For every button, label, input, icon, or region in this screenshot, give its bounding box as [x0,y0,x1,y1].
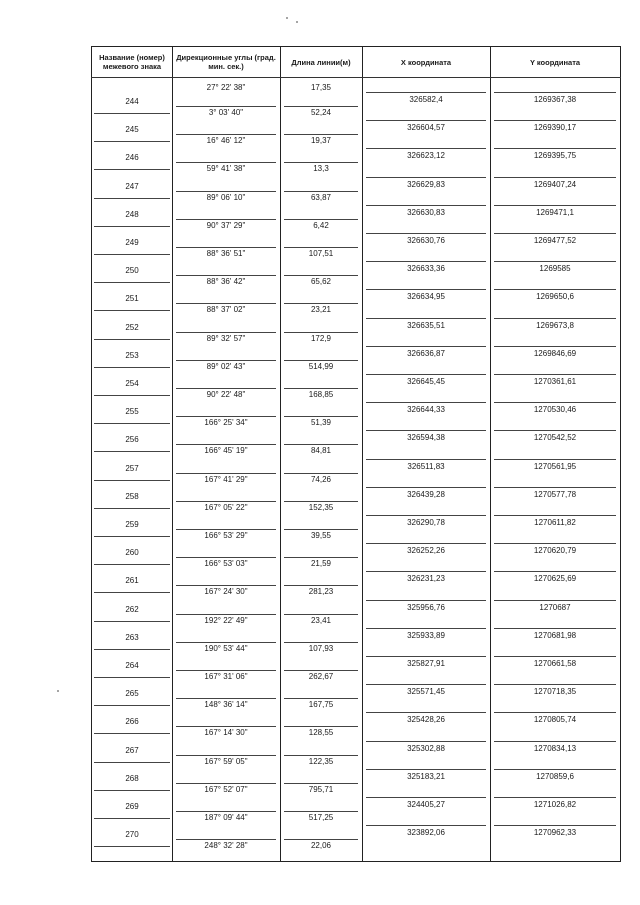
row-divider [176,134,276,135]
point-number: 244 [125,97,139,106]
row-divider [94,310,170,311]
row-divider [176,275,276,276]
row-divider [366,318,486,319]
x-coordinate: 325183,21 [407,771,445,781]
x-coordinate: 325302,88 [407,743,445,753]
x-coordinate: 326634,95 [407,292,445,302]
segment-angle: 90° 37' 29" [206,220,246,230]
row-divider [366,177,486,178]
segment-length: 795,71 [308,784,334,794]
x-coordinate: 326636,87 [407,348,445,358]
y-coordinate: 1269477,52 [533,236,577,245]
row-divider [494,487,616,488]
row-divider [94,113,170,114]
x-coordinate: 325571,45 [407,687,445,697]
row-divider [366,92,486,93]
x-coordinate: 325428,26 [407,715,445,725]
y-coordinate: 1269650,6 [536,292,574,302]
segment-length: 13,3 [313,164,329,174]
row-divider [494,797,616,798]
row-divider [366,656,486,657]
row-divider [494,825,616,826]
segment-angle: 248° 32' 28" [204,841,248,851]
segment-angle: 192° 22' 49" [204,615,248,625]
row-divider [284,726,358,727]
point-number: 257 [125,463,139,473]
row-divider [366,205,486,206]
point-number: 261 [125,576,139,586]
row-divider [494,177,616,178]
row-divider [94,198,170,199]
row-divider [366,769,486,770]
point-number: 252 [125,322,139,332]
row-divider [94,762,170,763]
row-divider [366,825,486,826]
segment-angle: 88° 36' 51" [206,249,246,258]
row-divider [284,698,358,699]
row-divider [494,148,616,149]
segment-length: 39,55 [310,531,332,540]
segment-angle: 3° 03' 40" [208,108,244,117]
segment-angle: 166° 45' 19" [204,446,248,456]
row-divider [284,444,358,445]
header-x-column: X координата [400,57,452,67]
row-divider [94,480,170,481]
row-divider [284,783,358,784]
row-divider [176,444,276,445]
y-coordinate: 1270361,61 [533,377,577,386]
row-divider [94,621,170,622]
point-number: 270 [125,830,139,840]
segment-length: 107,51 [308,249,334,258]
x-coordinate: 326633,36 [407,264,445,274]
row-divider [94,790,170,791]
segment-angle: 88° 36' 42" [206,277,246,287]
row-divider [284,501,358,502]
segment-length: 23,21 [310,305,332,315]
row-divider [284,473,358,474]
point-number: 264 [125,661,139,670]
row-divider [366,459,486,460]
row-divider [366,148,486,149]
x-coordinate: 326511,83 [407,461,445,471]
row-divider [284,557,358,558]
y-coordinate: 1270962,33 [533,828,577,838]
row-divider [284,755,358,756]
point-number: 245 [125,125,139,135]
segment-angle: 148° 36' 14" [204,700,248,710]
x-coordinate: 325933,89 [407,630,445,640]
row-divider [176,557,276,558]
segment-angle: 187° 09' 44" [204,813,248,822]
segment-angle: 166° 53' 03" [204,559,248,569]
row-divider [176,585,276,586]
segment-angle: 167° 31' 06" [204,672,248,681]
y-coordinate: 1269846,69 [533,348,577,358]
segment-angle: 59° 41' 38" [206,164,246,174]
row-divider [94,733,170,734]
row-divider [94,226,170,227]
x-coordinate: 326623,12 [407,151,445,161]
segment-length: 84,81 [310,446,332,456]
segment-length: 22,06 [310,841,332,851]
row-divider [366,515,486,516]
y-coordinate: 1270805,74 [533,715,577,725]
row-divider [494,289,616,290]
segment-angle: 167° 24' 30" [204,587,248,597]
row-divider [494,628,616,629]
segment-length: 168,85 [308,390,334,399]
row-divider [176,247,276,248]
segment-length: 65,62 [310,277,332,287]
row-divider [94,141,170,142]
row-divider [176,670,276,671]
segment-angle: 89° 02' 43" [206,361,246,371]
point-number: 267 [125,745,139,755]
row-divider [366,684,486,685]
row-divider [284,585,358,586]
segment-length: 63,87 [310,192,332,202]
row-divider [176,473,276,474]
row-divider [366,261,486,262]
point-number: 260 [125,548,139,558]
row-divider [284,332,358,333]
row-divider [94,508,170,509]
point-number: 266 [125,717,139,727]
scan-speck [286,17,288,19]
row-divider [494,430,616,431]
x-coordinate: 326582,4 [409,95,443,104]
row-divider [494,656,616,657]
point-number: 256 [125,435,139,445]
segment-length: 262,67 [308,672,334,681]
x-coordinate: 326252,26 [407,546,445,556]
segment-length: 51,39 [310,418,332,428]
row-divider [494,571,616,572]
row-divider [94,677,170,678]
row-divider [366,374,486,375]
row-divider [494,402,616,403]
row-divider [284,670,358,671]
scan-speck [296,21,298,23]
x-coordinate: 326594,38 [407,433,445,443]
y-coordinate: 1270681,98 [533,630,577,640]
y-coordinate: 1269395,75 [533,151,577,161]
segment-length: 23,41 [310,615,332,625]
point-number: 254 [125,379,139,388]
segment-angle: 88° 37' 02" [206,305,246,315]
row-divider [366,600,486,601]
segment-length: 281,23 [308,587,334,597]
row-divider [494,205,616,206]
row-divider [366,712,486,713]
row-divider [494,233,616,234]
x-coordinate: 326290,78 [407,518,445,527]
point-number: 269 [125,802,139,811]
row-divider [494,600,616,601]
row-divider [494,318,616,319]
point-number: 247 [125,181,139,191]
point-number: 255 [125,407,139,417]
row-divider [94,282,170,283]
row-divider [284,247,358,248]
header-angle-column: Дирекционные углы (град. мин. сек.) [176,53,276,71]
row-divider [176,811,276,812]
point-number: 265 [125,689,139,699]
row-divider [94,395,170,396]
point-number: 246 [125,153,139,163]
row-divider [176,416,276,417]
y-coordinate: 1269471,1 [536,207,574,217]
point-number: 253 [125,350,139,360]
row-divider [366,797,486,798]
segment-length: 19,37 [310,136,332,146]
row-divider [366,741,486,742]
row-divider [366,346,486,347]
x-coordinate: 324405,27 [407,800,445,809]
segment-angle: 167° 59' 05" [204,756,248,766]
row-divider [366,233,486,234]
row-divider [494,741,616,742]
row-divider [176,839,276,840]
y-coordinate: 1270530,46 [533,405,577,415]
segment-angle: 167° 05' 22" [204,502,248,512]
row-divider [176,388,276,389]
segment-length: 52,24 [310,108,332,117]
segment-angle: 166° 53' 29" [204,531,248,540]
point-number: 251 [125,294,139,304]
y-coordinate: 1270859,6 [536,771,574,781]
segment-length: 21,59 [310,559,332,569]
row-divider [94,423,170,424]
row-divider [94,564,170,565]
y-coordinate: 1270625,69 [533,574,577,584]
row-divider [494,120,616,121]
row-divider [284,106,358,107]
point-number: 258 [125,491,139,501]
row-divider [284,811,358,812]
row-divider [494,346,616,347]
segment-length: 107,93 [308,643,334,653]
row-divider [176,162,276,163]
row-divider [366,571,486,572]
point-number: 268 [125,773,139,783]
y-coordinate: 1270611,82 [534,518,576,527]
x-coordinate: 326644,33 [407,405,445,415]
row-divider [176,783,276,784]
x-coordinate: 326231,23 [407,574,445,584]
x-coordinate: 325956,76 [407,602,445,612]
y-coordinate: 1269367,38 [533,95,577,104]
y-coordinate: 1271026,82 [533,800,577,809]
column-divider [362,46,363,862]
row-divider [94,818,170,819]
x-coordinate: 326439,28 [407,489,445,499]
segment-length: 517,25 [308,813,334,822]
x-coordinate: 325827,91 [407,659,445,668]
header-length-column: Длина линии(м) [291,57,351,67]
y-coordinate: 1270561,95 [533,461,577,471]
y-coordinate: 1270718,35 [533,687,577,697]
row-divider [284,162,358,163]
segment-length: 122,35 [308,756,334,766]
segment-angle: 167° 41' 29" [204,474,248,484]
row-divider [366,543,486,544]
row-divider [94,592,170,593]
point-number: 263 [125,632,139,642]
x-coordinate: 326630,76 [407,236,445,245]
row-divider [494,684,616,685]
point-number: 248 [125,209,139,219]
row-divider [494,261,616,262]
point-number: 249 [125,238,139,247]
segment-length: 128,55 [308,728,334,738]
segment-angle: 90° 22' 48" [206,390,246,399]
y-coordinate: 1270542,52 [533,433,577,443]
x-coordinate: 326635,51 [407,320,445,330]
row-divider [176,614,276,615]
segment-angle: 16° 46' 12" [206,136,246,146]
point-number: 250 [125,266,139,276]
row-divider [284,275,358,276]
header-divider [91,77,621,78]
y-coordinate: 1270577,78 [533,489,577,499]
row-divider [494,515,616,516]
segment-angle: 166° 25' 34" [204,418,248,428]
y-coordinate: 1269407,24 [533,179,577,189]
y-coordinate: 1270620,79 [533,546,577,556]
x-coordinate: 326645,45 [407,377,445,386]
y-coordinate: 1269673,8 [536,320,574,330]
row-divider [366,120,486,121]
row-divider [94,705,170,706]
y-coordinate: 1270834,13 [533,743,577,753]
row-divider [176,219,276,220]
y-coordinate: 1270661,58 [533,659,577,668]
row-divider [284,642,358,643]
segment-length: 6,42 [313,220,329,230]
x-coordinate: 326604,57 [407,123,445,133]
point-number: 262 [125,604,139,614]
segment-length: 514,99 [308,361,334,371]
row-divider [284,839,358,840]
row-divider [284,303,358,304]
row-divider [366,430,486,431]
x-coordinate: 326629,83 [407,179,445,189]
row-divider [284,191,358,192]
header-y-column: Y координата [529,57,581,67]
row-divider [284,529,358,530]
row-divider [176,642,276,643]
row-divider [366,289,486,290]
row-divider [494,769,616,770]
row-divider [94,339,170,340]
y-coordinate: 1270687 [539,602,571,612]
row-divider [284,614,358,615]
segment-length: 17,35 [310,83,332,92]
row-divider [494,543,616,544]
row-divider [94,846,170,847]
header-name-column: Название (номер) межевого знака [99,53,165,71]
scan-speck [57,690,59,692]
row-divider [284,219,358,220]
row-divider [366,402,486,403]
column-divider [490,46,491,862]
row-divider [94,169,170,170]
segment-angle: 89° 06' 10" [206,192,246,202]
row-divider [176,501,276,502]
row-divider [284,134,358,135]
segment-angle: 89° 32' 57" [206,333,246,343]
row-divider [284,360,358,361]
row-divider [94,254,170,255]
x-coordinate: 326630,83 [407,207,445,217]
y-coordinate: 1269390,17 [533,123,577,133]
row-divider [176,332,276,333]
row-divider [176,191,276,192]
segment-angle: 167° 14' 30" [204,728,248,738]
segment-length: 74,26 [310,474,332,484]
row-divider [176,726,276,727]
row-divider [176,360,276,361]
row-divider [284,416,358,417]
row-divider [494,92,616,93]
y-coordinate: 1269585 [539,264,571,274]
row-divider [94,367,170,368]
segment-length: 167,75 [308,700,334,710]
row-divider [176,755,276,756]
row-divider [176,698,276,699]
segment-length: 152,35 [308,502,334,512]
row-divider [494,374,616,375]
row-divider [366,487,486,488]
segment-length: 172,9 [310,333,332,343]
segment-angle: 190° 53' 44" [204,643,248,653]
row-divider [366,628,486,629]
row-divider [284,388,358,389]
x-coordinate: 323892,06 [407,828,445,838]
row-divider [494,712,616,713]
row-divider [94,649,170,650]
row-divider [176,106,276,107]
segment-angle: 27° 22' 38" [206,83,246,92]
row-divider [176,529,276,530]
row-divider [494,459,616,460]
row-divider [94,536,170,537]
row-divider [94,451,170,452]
point-number: 259 [125,520,139,529]
row-divider [176,303,276,304]
segment-angle: 167° 52' 07" [204,784,248,794]
